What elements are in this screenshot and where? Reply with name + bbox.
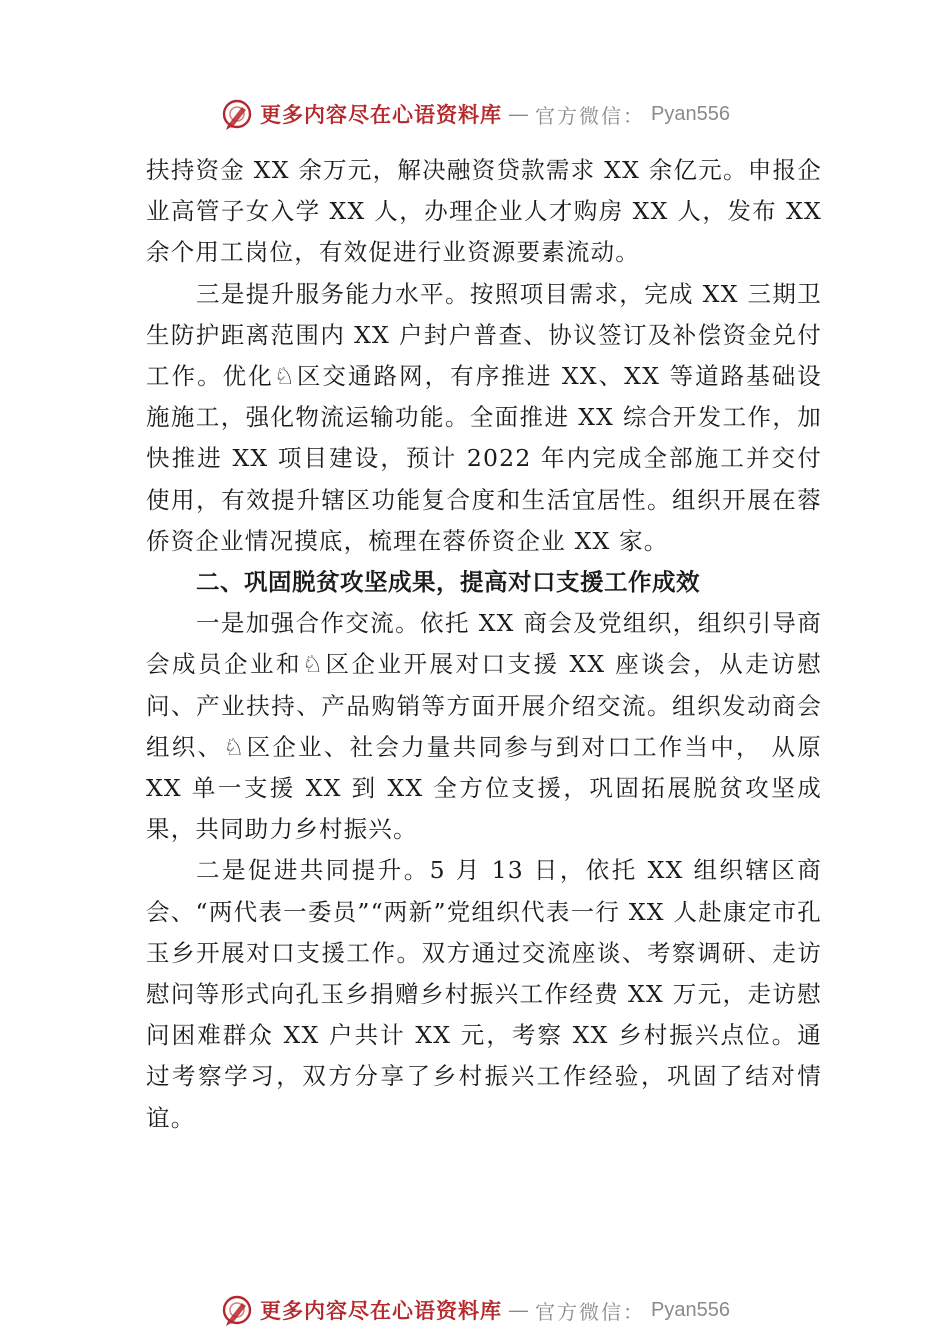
banner-wechat-id: Pyan556 bbox=[651, 102, 730, 125]
footer-wechat-label: 官方微信： bbox=[535, 1299, 646, 1324]
banner-dash: — bbox=[508, 102, 530, 126]
body-paragraph-4: 二是促进共同提升。5 月 13 日，依托 XX 组织辖区商会、“两代表一委员”“两新”党组织代表一行 XX 人赴康定市孔玉乡开展对口支援工作。双方通过交流座谈、考察调研、走访慰问等形式向孔玉乡捐赠乡村振兴工作经费 XX 万元，走访慰问困难群众 XX 户共计 XX 元，考察 XX 乡村振兴点位。通过考察学习，双方分享了乡村振兴工作经验，巩固了结对情谊。 bbox=[146, 856, 822, 1132]
footer-wechat-id: Pyan556 bbox=[651, 1298, 730, 1321]
banner-site-text: 更多内容尽在心语资料库 bbox=[260, 102, 503, 127]
footer-watermark-banner bbox=[0, 1290, 950, 1330]
header-watermark-banner bbox=[0, 94, 950, 134]
banner-wechat-label: 官方微信： bbox=[535, 103, 646, 128]
body-paragraph-3: 一是加强合作交流。依托 XX 商会及党组织，组织引导商会成员企业和♘区企业开展对口支援 XX 座谈会，从走访慰问、产业扶持、产品购销等方面开展介绍交流。组织发动商会组织、♘区企业、社会力量共同参与到对口工作当中， 从原 XX 单一支援 XX 到 XX 全方位支援，巩固拓展脱贫攻坚成果，共同助力乡村振兴。 bbox=[146, 609, 822, 844]
pen-logo-icon bbox=[220, 97, 254, 131]
section-heading-2: 二、巩固脱贫攻坚成果，提高对口支援工作成效 bbox=[196, 568, 700, 597]
pen-logo-icon bbox=[220, 1293, 254, 1327]
body-paragraph-2: 三是提升服务能力水平。按照项目需求，完成 XX 三期卫生防护距离范围内 XX 户封户普查、协议签订及补偿资金兑付工作。优化♘区交通路网，有序推进 XX、XX 等道路基础设施施工，强化物流运输功能。全面推进 XX 综合开发工作，加快推进 XX 项目建设，预计 2022 年内完成全部施工并交付使用，有效提升辖区功能复合度和生活宜居性。组织开展在蓉侨资企业情况摸底，梳理在蓉侨资企业 XX 家。 bbox=[146, 279, 822, 555]
footer-site-text: 更多内容尽在心语资料库 bbox=[260, 1298, 503, 1323]
document-body bbox=[146, 150, 822, 1139]
body-paragraph-1: 扶持资金 XX 余万元，解决融资贷款需求 XX 余亿元。申报企业高管子女入学 XX 人，办理企业人才购房 XX 人，发布 XX 余个用工岗位，有效促进行业资源要素流动。 bbox=[146, 156, 822, 267]
footer-dash: — bbox=[508, 1298, 530, 1322]
